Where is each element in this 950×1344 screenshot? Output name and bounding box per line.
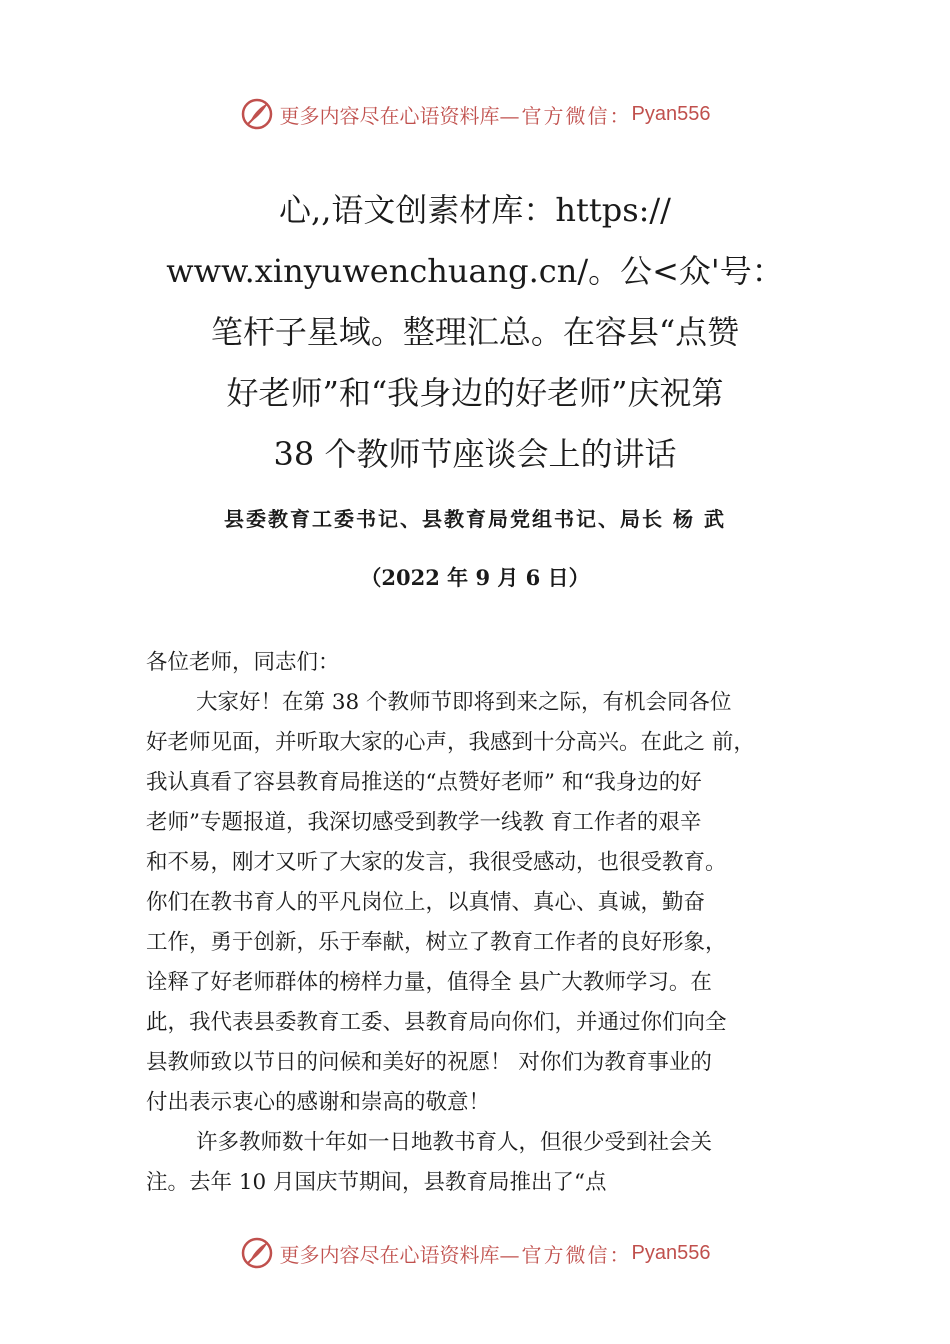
watermark-wechat-id: Pyan556	[631, 102, 711, 125]
body-line: 此，我代表县委教育工委、县教育局向你们，并通过你们向全	[146, 1010, 727, 1035]
title-line-3: 笔杆子星域。整理汇总。在容县“点赞	[210, 313, 740, 351]
watermark-sub-text: —官方微信：	[499, 1242, 632, 1267]
body-line: 好老师见面，并听取大家的心声，我感到十分高兴。在此之 前，	[146, 730, 755, 755]
body-line: 和不易，刚才又听了大家的发言，我很受感动，也很受教育。	[146, 850, 727, 875]
body-line: 工作，勇于创新，乐于奉献，树立了教育工作者的良好形象，	[146, 930, 727, 955]
body-line: 注。去年 10 月国庆节期间，县教育局推出了“点	[146, 1170, 607, 1195]
body-line: 许多教师数十年如一日地教书育人，但很少受到社会关	[196, 1130, 713, 1155]
body-line: 县教师致以节日的问候和美好的祝愿！ 对你们为教育事业的	[146, 1050, 712, 1075]
title-line-5: 38 个教师节座谈会上的讲话	[273, 435, 677, 473]
body-line: 你们在教书育人的平凡岗位上，以真情、真心、真诚，勤奋	[146, 890, 706, 915]
header-watermark	[0, 94, 950, 134]
watermark-wechat-id: Pyan556	[631, 1241, 711, 1264]
body-line: 付出表示衷心的感谢和崇高的敬意！	[146, 1090, 491, 1115]
body-line: 诠释了好老师群体的榜样力量，值得全 县广大教师学习。在	[146, 970, 712, 995]
quill-logo-icon	[240, 1236, 274, 1270]
quill-logo-icon	[240, 97, 274, 131]
date-line: （2022 年 9 月 6 日）	[360, 565, 590, 590]
salutation: 各位老师，同志们：	[146, 650, 340, 675]
title-line-2: www.xinyuwenchuang.cn/。公<众'号：	[166, 252, 784, 290]
title-line-1: 心,,语文创素材库：https://	[279, 191, 671, 229]
watermark-main-text: 更多内容尽在心语资料库	[279, 103, 500, 128]
body-line: 大家好！在第 38 个教师节即将到来之际，有机会同各位	[196, 690, 732, 715]
watermark-sub-text: —官方微信：	[499, 103, 632, 128]
footer-watermark	[0, 1233, 950, 1273]
body-line: 我认真看了容县教育局推送的“点赞好老师” 和“我身边的好	[146, 770, 702, 795]
author-line: 县委教育工委书记、县教育局党组书记、局长 杨 武	[224, 507, 726, 531]
watermark-main-text: 更多内容尽在心语资料库	[279, 1242, 500, 1267]
title-line-4: 好老师”和“我身边的好老师”庆祝第	[226, 374, 724, 412]
body-line: 老师”专题报道，我深切感受到教学一线教 育工作者的艰辛	[146, 810, 702, 835]
